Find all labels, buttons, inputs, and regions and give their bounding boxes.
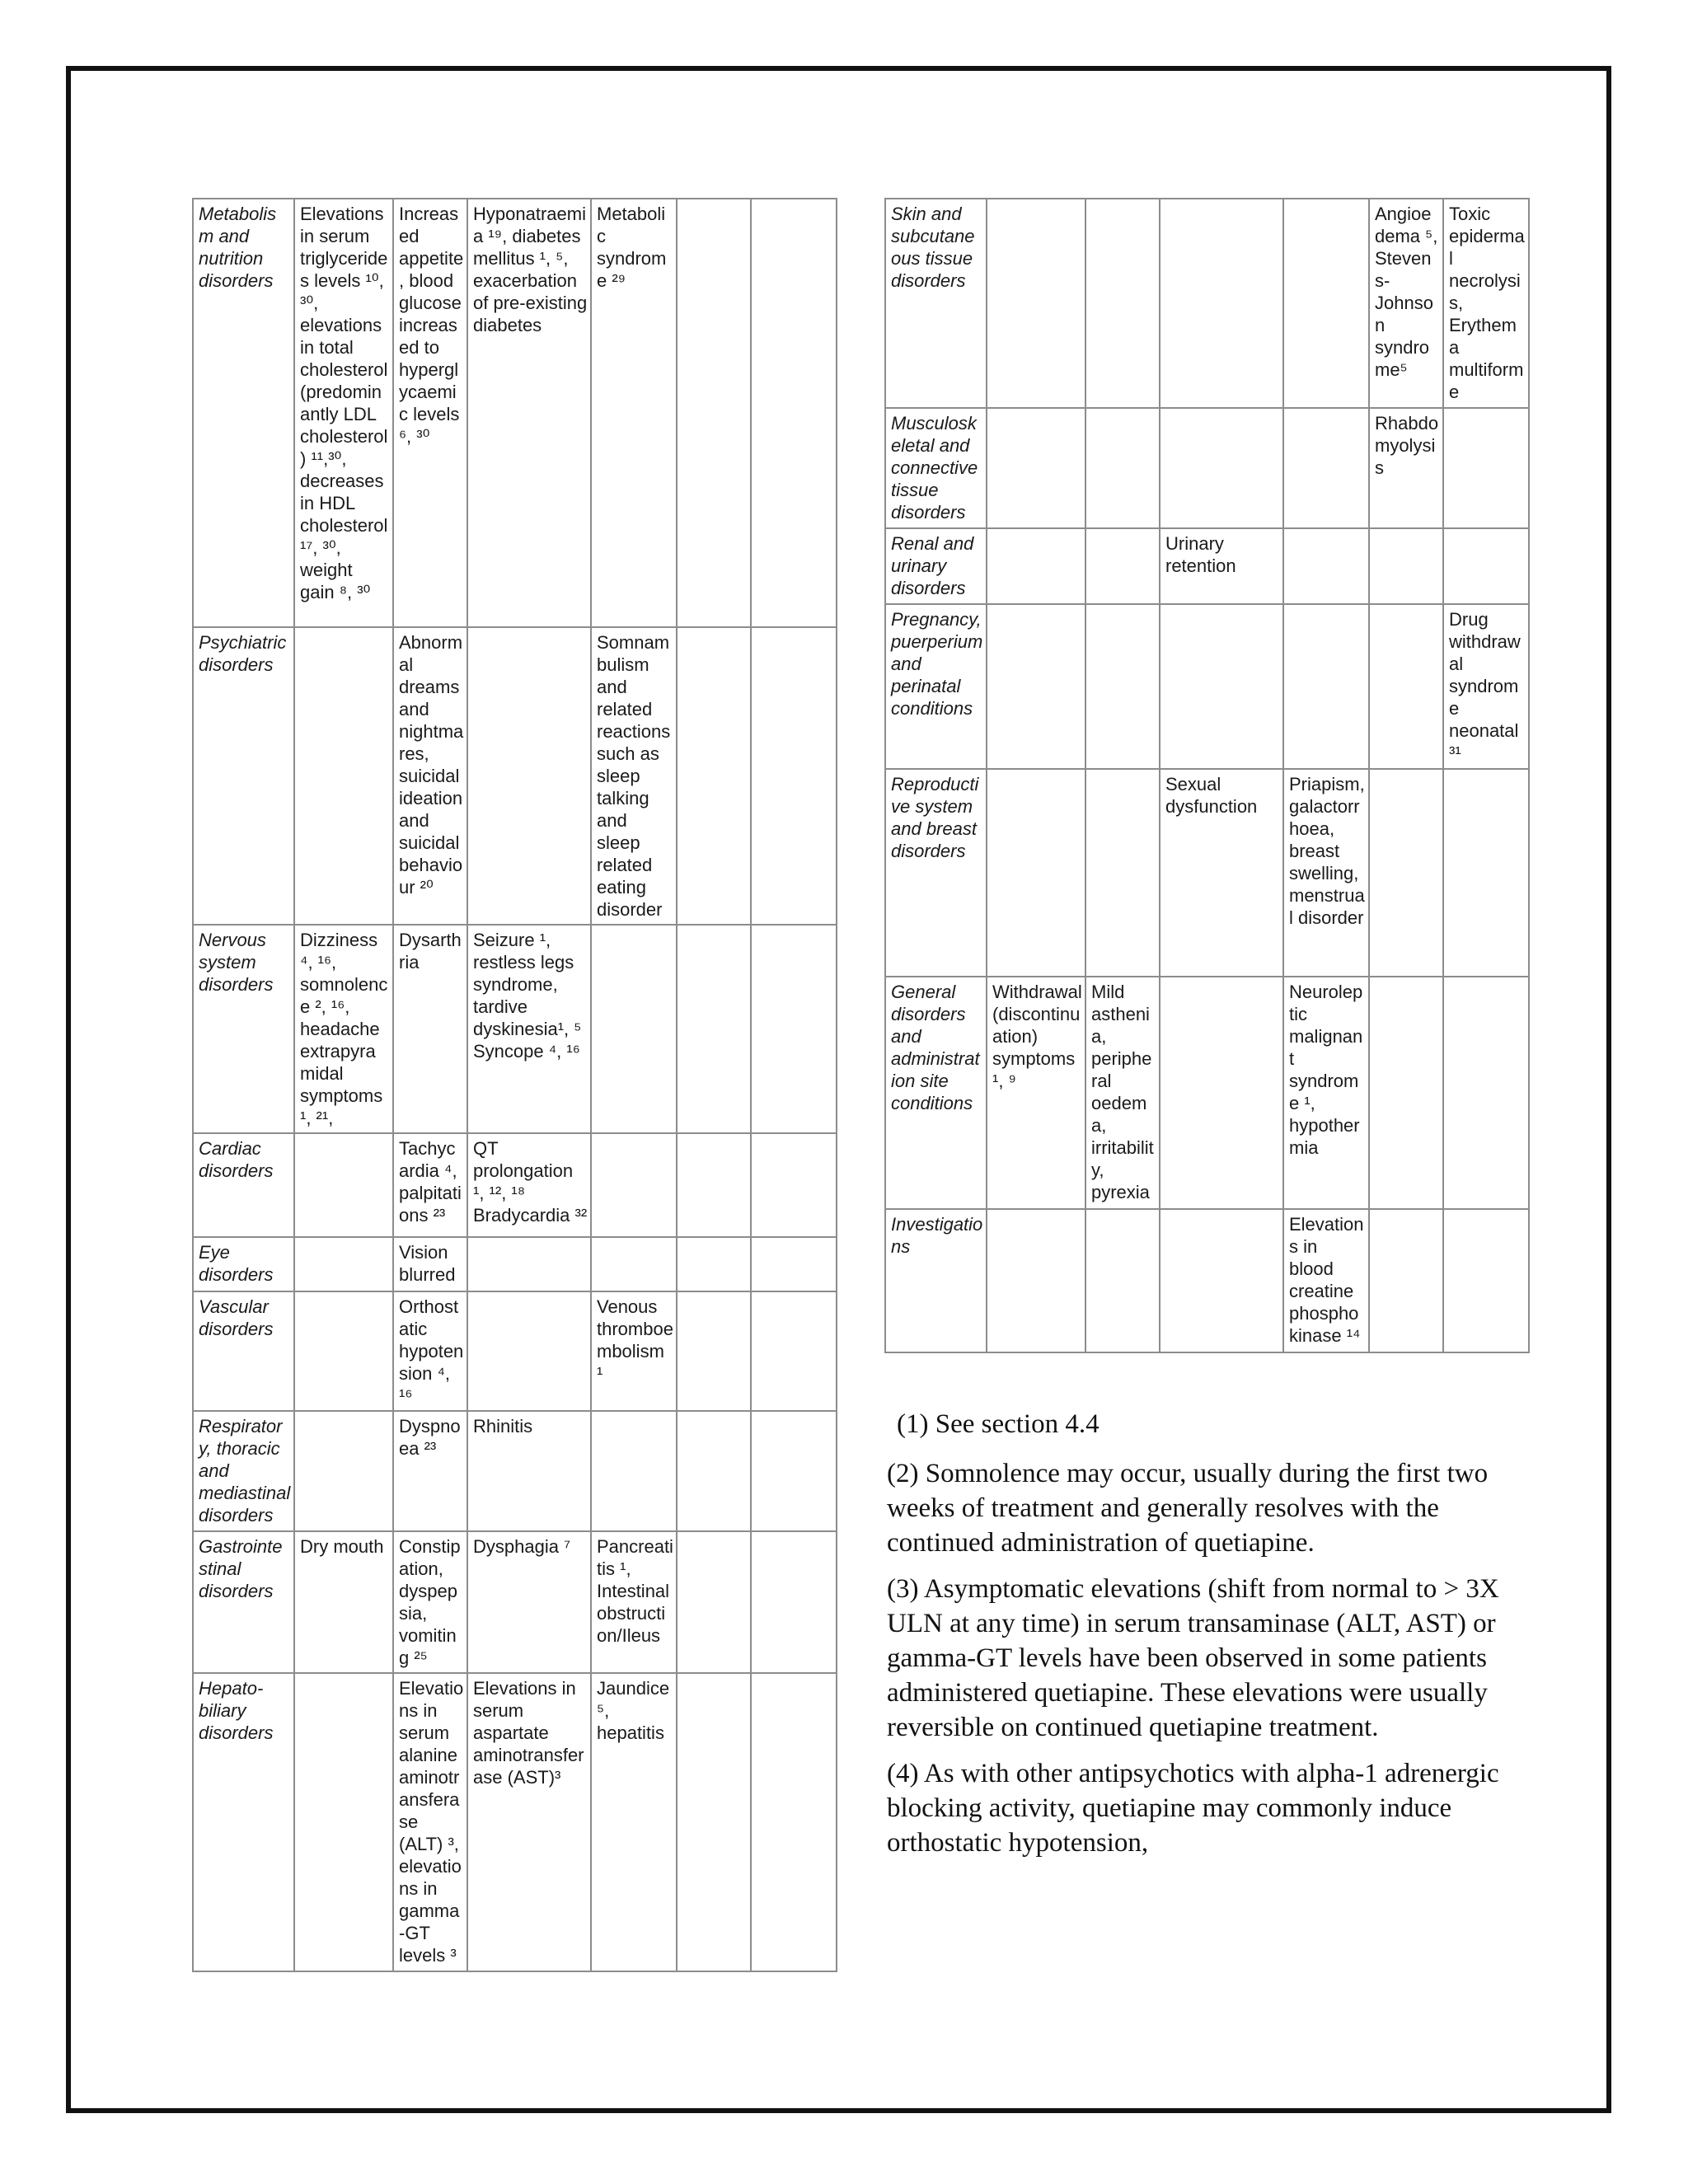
table-cell: Dysarthria bbox=[393, 925, 467, 1133]
table-cell bbox=[1283, 199, 1369, 408]
table-cell: Elevations in serum triglycerides levels ¹⁰, ³⁰, elevations in total cholesterol (predominantly LDL cholesterol) ¹¹,³⁰, decreases in HDL cholesterol ¹⁷, ³⁰, weight gain ⁸, ³⁰ bbox=[294, 199, 393, 627]
table-cell bbox=[751, 925, 837, 1133]
system-organ-class: Metabolism and nutrition disorders bbox=[193, 199, 294, 627]
table-row bbox=[193, 1673, 837, 1971]
table-cell: Elevations in serum alanine aminotransferase (ALT) ³, elevations in gamma-GT levels ³ bbox=[393, 1673, 467, 1971]
table-cell bbox=[591, 1133, 677, 1237]
table-cell: Venous thromboembolism ¹ bbox=[591, 1291, 677, 1411]
table-cell bbox=[591, 1411, 677, 1531]
table-row bbox=[885, 199, 1529, 408]
table-cell: Toxic epidermal necrolysis, Erythema multiforme bbox=[1443, 199, 1529, 408]
table-cell bbox=[591, 925, 677, 1133]
table-cell: Hyponatraemia ¹⁹, diabetes mellitus ¹, ⁵, exacerbation of pre-existing diabetes bbox=[467, 199, 591, 627]
table-cell bbox=[751, 199, 837, 627]
table-cell: Rhinitis bbox=[467, 1411, 591, 1531]
table-cell bbox=[677, 627, 751, 925]
table-cell bbox=[1085, 1209, 1160, 1352]
table-cell bbox=[294, 1291, 393, 1411]
table-cell bbox=[1085, 408, 1160, 528]
table-cell bbox=[677, 199, 751, 627]
system-organ-class: Cardiac disorders bbox=[193, 1133, 294, 1237]
table-cell bbox=[987, 199, 1085, 408]
table-cell: Mild asthenia, peripheral oedema, irritability, pyrexia bbox=[1085, 977, 1160, 1209]
table-cell bbox=[1369, 604, 1443, 769]
table-cell: Metabolic syndrome ²⁹ bbox=[591, 199, 677, 627]
table-row bbox=[885, 769, 1529, 977]
table-cell bbox=[467, 1237, 591, 1291]
table-cell bbox=[1369, 1209, 1443, 1352]
table-cell bbox=[1283, 604, 1369, 769]
table-cell bbox=[1085, 604, 1160, 769]
system-organ-class: Skin and subcutaneous tissue disorders bbox=[885, 199, 987, 408]
table-cell bbox=[677, 1411, 751, 1531]
table-cell bbox=[294, 1237, 393, 1291]
table-cell: Dyspnoea ²³ bbox=[393, 1411, 467, 1531]
table-cell bbox=[1160, 1209, 1283, 1352]
system-organ-class: Pregnancy, puerperium and perinatal conditions bbox=[885, 604, 987, 769]
table-cell bbox=[1369, 977, 1443, 1209]
system-organ-class: Psychiatric disorders bbox=[193, 627, 294, 925]
table-cell bbox=[751, 1411, 837, 1531]
table-cell bbox=[987, 769, 1085, 977]
footnote: (2) Somnolence may occur, usually during the first two weeks of treatment and generally resolves with the continued administration of quetiapine. bbox=[887, 1459, 1489, 1558]
table-cell bbox=[751, 1133, 837, 1237]
table-cell bbox=[677, 1133, 751, 1237]
table-cell bbox=[1283, 528, 1369, 604]
table-cell bbox=[294, 627, 393, 925]
system-organ-class: Nervous system disorders bbox=[193, 925, 294, 1133]
table-cell bbox=[677, 1291, 751, 1411]
table-cell: Pancreatitis ¹, Intestinal obstruction/Ileus bbox=[591, 1531, 677, 1673]
system-organ-class: General disorders and administration site conditions bbox=[885, 977, 987, 1209]
table-cell: Orthostatic hypotension ⁴, ¹⁶ bbox=[393, 1291, 467, 1411]
table-row bbox=[193, 925, 837, 1133]
table-row bbox=[193, 1237, 837, 1291]
table-cell bbox=[1443, 408, 1529, 528]
table-cell bbox=[1369, 528, 1443, 604]
footnotes bbox=[887, 1407, 1513, 1872]
footnote: (1) See section 4.4 bbox=[897, 1409, 1100, 1439]
adverse-reactions-table-left bbox=[192, 198, 837, 1972]
table-row bbox=[885, 604, 1529, 769]
table-cell bbox=[1369, 769, 1443, 977]
system-organ-class: Investigations bbox=[885, 1209, 987, 1352]
system-organ-class: Hepato-biliary disorders bbox=[193, 1673, 294, 1971]
table-cell bbox=[1085, 528, 1160, 604]
table-cell bbox=[1443, 769, 1529, 977]
table-cell: Tachycardia ⁴, palpitations ²³ bbox=[393, 1133, 467, 1237]
table-cell: Priapism, galactorrhoea, breast swelling, menstrual disorder bbox=[1283, 769, 1369, 977]
table-cell: Dizziness ⁴, ¹⁶, somnolence ², ¹⁶, headache extrapyramidal symptoms ¹, ²¹, bbox=[294, 925, 393, 1133]
table-cell bbox=[1160, 199, 1283, 408]
table-cell bbox=[751, 627, 837, 925]
system-organ-class: Reproductive system and breast disorders bbox=[885, 769, 987, 977]
table-cell bbox=[1443, 977, 1529, 1209]
table-row bbox=[885, 408, 1529, 528]
table-cell bbox=[987, 1209, 1085, 1352]
table-cell: Elevations in blood creatine phosphokinase ¹⁴ bbox=[1283, 1209, 1369, 1352]
table-cell bbox=[751, 1237, 837, 1291]
table-cell: Rhabdomyolysis bbox=[1369, 408, 1443, 528]
system-organ-class: Eye disorders bbox=[193, 1237, 294, 1291]
footnote: (4) As with other antipsychotics with alpha-1 adrenergic blocking activity, quetiapine may commonly induce orthostatic hypotension, bbox=[887, 1759, 1499, 1858]
table-row bbox=[193, 1133, 837, 1237]
table-cell bbox=[294, 1411, 393, 1531]
table-cell: Abnormal dreams and nightmares, suicidal ideation and suicidal behaviour ²⁰ bbox=[393, 627, 467, 925]
table-row bbox=[885, 1209, 1529, 1352]
table-cell bbox=[677, 1673, 751, 1971]
table-cell bbox=[987, 528, 1085, 604]
table-cell bbox=[1085, 769, 1160, 977]
table-cell bbox=[677, 925, 751, 1133]
system-organ-class: Vascular disorders bbox=[193, 1291, 294, 1411]
table-cell bbox=[294, 1133, 393, 1237]
table-row bbox=[193, 627, 837, 925]
table-cell: Jaundice ⁵, hepatitis bbox=[591, 1673, 677, 1971]
table-cell bbox=[677, 1531, 751, 1673]
table-cell bbox=[987, 604, 1085, 769]
table-cell bbox=[1283, 408, 1369, 528]
table-cell bbox=[1443, 1209, 1529, 1352]
table-row bbox=[193, 1291, 837, 1411]
table-cell bbox=[751, 1673, 837, 1971]
table-cell bbox=[591, 1237, 677, 1291]
table-cell bbox=[294, 1673, 393, 1971]
table-cell: Urinary retention bbox=[1160, 528, 1283, 604]
table-cell bbox=[1160, 977, 1283, 1209]
table-cell bbox=[1443, 528, 1529, 604]
table-cell bbox=[987, 408, 1085, 528]
table-cell bbox=[677, 1237, 751, 1291]
table-cell: Neuroleptic malignant syndrome ¹, hypothermia bbox=[1283, 977, 1369, 1209]
table-cell: Angioedema ⁵, Stevens-Johnson syndrome⁵ bbox=[1369, 199, 1443, 408]
system-organ-class: Musculoskeletal and connective tissue disorders bbox=[885, 408, 987, 528]
table-row bbox=[885, 528, 1529, 604]
adverse-reactions-table-right bbox=[884, 198, 1530, 1353]
table-cell bbox=[751, 1531, 837, 1673]
table-cell: QT prolongation ¹, ¹², ¹⁸ Bradycardia ³² bbox=[467, 1133, 591, 1237]
table-cell bbox=[1160, 408, 1283, 528]
table-cell: Vision blurred bbox=[393, 1237, 467, 1291]
table-cell bbox=[467, 627, 591, 925]
table-row bbox=[193, 199, 837, 627]
table-cell: Withdrawal (discontinuation) symptoms ¹, ⁹ bbox=[987, 977, 1085, 1209]
table-row bbox=[193, 1411, 837, 1531]
table-cell bbox=[467, 1291, 591, 1411]
footnote: (3) Asymptomatic elevations (shift from normal to > 3X ULN at any time) in serum transaminase (ALT, AST) or gamma-GT levels have been observed in some patients administered quetiapine. These elevations were usually reversible on continued quetiapine treatment. bbox=[887, 1574, 1499, 1742]
table-cell bbox=[1160, 604, 1283, 769]
table-cell: Constipation, dyspepsia, vomiting ²⁵ bbox=[393, 1531, 467, 1673]
table-cell: Seizure ¹, restless legs syndrome, tardive dyskinesia¹, ⁵ Syncope ⁴, ¹⁶ bbox=[467, 925, 591, 1133]
table-cell: Sexual dysfunction bbox=[1160, 769, 1283, 977]
table-cell: Elevations in serum aspartate aminotransferase (AST)³ bbox=[467, 1673, 591, 1971]
system-organ-class: Gastrointestinal disorders bbox=[193, 1531, 294, 1673]
table-cell: Drug withdrawal syndrome neonatal ³¹ bbox=[1443, 604, 1529, 769]
system-organ-class: Renal and urinary disorders bbox=[885, 528, 987, 604]
table-cell: Increased appetite, blood glucose increased to hyperglycaemic levels ⁶, ³⁰ bbox=[393, 199, 467, 627]
table-cell: Dysphagia ⁷ bbox=[467, 1531, 591, 1673]
table-row bbox=[885, 977, 1529, 1209]
table-row bbox=[193, 1531, 837, 1673]
system-organ-class: Respiratory, thoracic and mediastinal disorders bbox=[193, 1411, 294, 1531]
table-cell: Dry mouth bbox=[294, 1531, 393, 1673]
table-cell bbox=[751, 1291, 837, 1411]
table-cell bbox=[1085, 199, 1160, 408]
table-cell: Somnambulism and related reactions such as sleep talking and sleep related eating disorder bbox=[591, 627, 677, 925]
